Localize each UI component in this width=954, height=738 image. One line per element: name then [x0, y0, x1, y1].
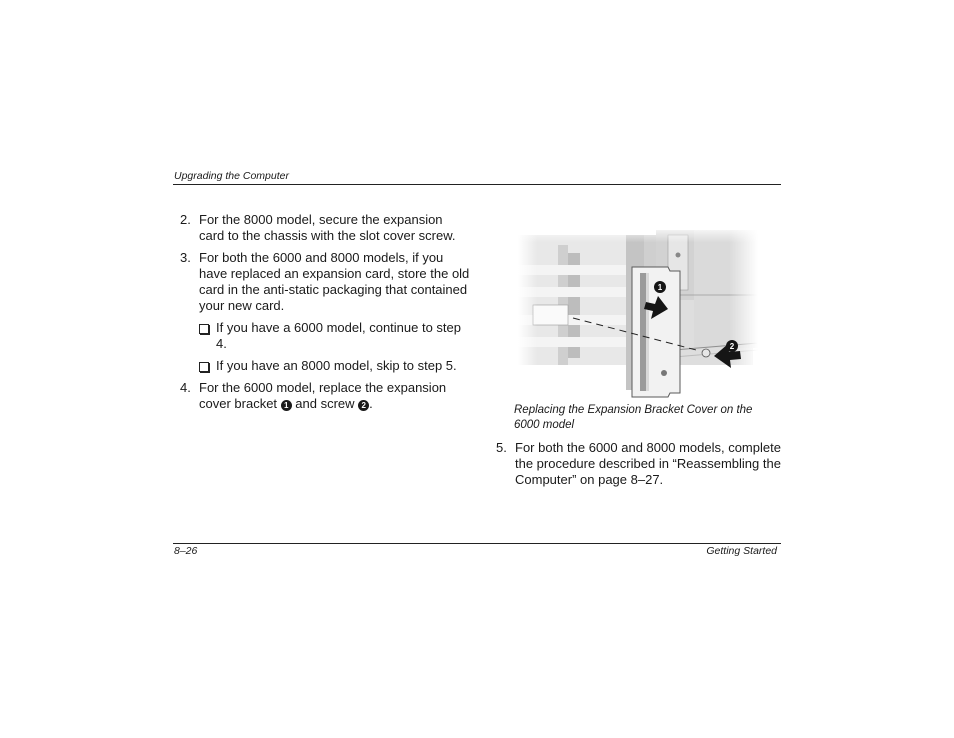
- callout-2-icon: [726, 340, 738, 352]
- step-text: For the 8000 model, secure the expansion card to the chassis with the slot cover screw.: [199, 212, 456, 243]
- step-5-body: [496, 440, 786, 488]
- bullet-item: [180, 358, 470, 374]
- header-rule: [173, 184, 781, 185]
- left-column: [180, 212, 470, 418]
- bullet-item: [180, 320, 470, 352]
- step-number: 2.: [180, 212, 191, 227]
- step-3: [180, 250, 470, 314]
- step-number: 5.: [496, 440, 507, 455]
- figure-caption: Replacing the Expansion Bracket Cover on the 6000 model: [514, 404, 753, 431]
- callout-1-label: 1: [657, 283, 663, 292]
- step-5: [496, 440, 786, 494]
- page-number: 8–26: [174, 545, 198, 557]
- step-text: For the 6000 model, replace the expansion cover bracket: [199, 380, 447, 411]
- footer-title: Getting Started: [706, 545, 777, 557]
- bullet-text: If you have an 8000 model, skip to step 5.: [216, 358, 457, 373]
- step-text: For both the 6000 and 8000 models, if you have replaced an expansion card, store the old card in the anti-static packaging that contained your new card.: [199, 250, 470, 313]
- step-number: 4.: [180, 380, 191, 395]
- step-text: For both the 6000 and 8000 models, complete the procedure described in “Reassembling the Computer” on page 8–27.: [515, 440, 781, 487]
- checkbox-bullet-icon: [199, 324, 209, 334]
- step-2: [180, 212, 470, 244]
- running-header: Upgrading the Computer: [174, 170, 289, 182]
- step-4: [180, 380, 470, 412]
- expansion-bracket-illustration: [518, 225, 758, 400]
- callout-1-icon: [654, 281, 666, 293]
- bullet-text: If you have a 6000 model, continue to step 4.: [216, 320, 462, 351]
- step-number: 3.: [180, 250, 191, 265]
- callout-1-icon: 1: [281, 400, 292, 411]
- callout-2-label: 2: [729, 342, 735, 351]
- checkbox-bullet-icon: [199, 362, 209, 372]
- step-text: .: [369, 396, 373, 411]
- callout-2-icon: 2: [358, 400, 369, 411]
- step-text: and screw: [291, 396, 355, 411]
- footer-rule: [173, 543, 781, 544]
